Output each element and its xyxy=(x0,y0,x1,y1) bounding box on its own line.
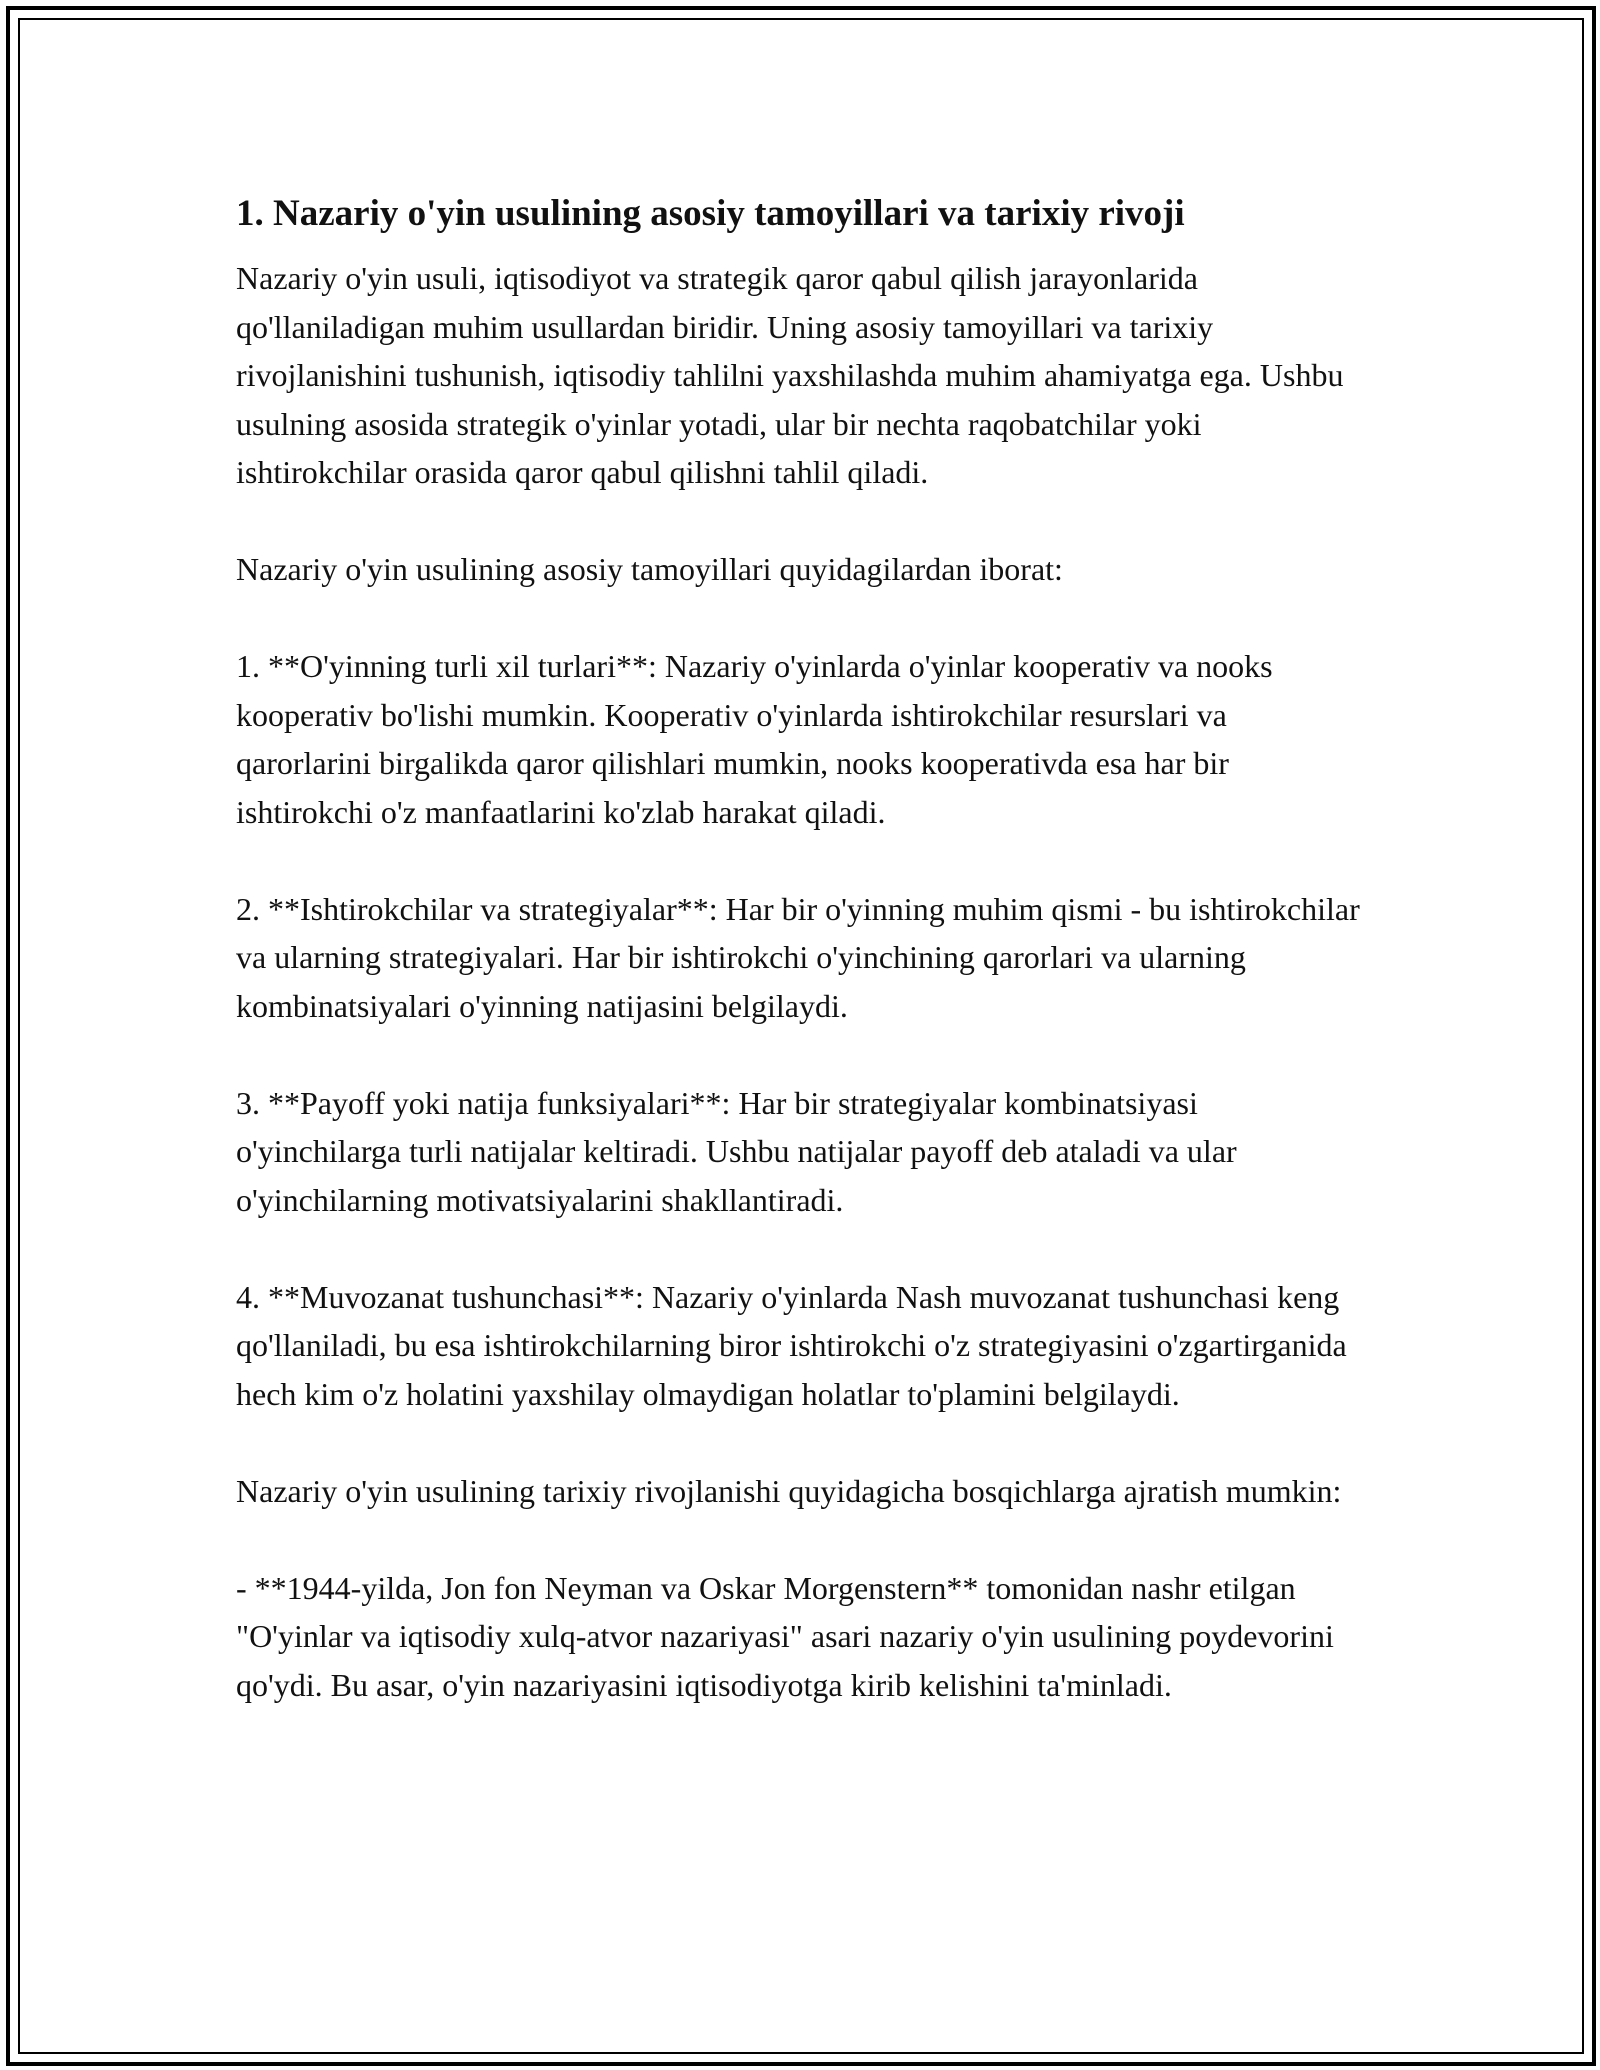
paragraph-principles-lead: Nazariy o'yin usulining asosiy tamoyillari quyidagilardan iborat: xyxy=(236,551,1063,587)
list-item-payoff: 3. **Payoff yoki natija funksiyalari**: Har bir strategiyalar kombinatsiyasi o'yinchilarga turli natijalar keltiradi. Ushbu natijalar payoff deb ataladi va ular o'yinchilarning motivatsiyalarini shakllantiradi. xyxy=(236,1084,1237,1218)
section-heading: 1. Nazariy o'yin usulining asosiy tamoyillari va tarixiy rivoji xyxy=(236,193,1185,234)
list-item-history-1944: - **1944-yilda, Jon fon Neyman va Oskar Morgenstern** tomonidan nashr etilgan "O'yinlar va iqtisodiy xulq-atvor nazariyasi" asari nazariy o'yin usulining poydevorini qo'ydi. Bu asar, o'yin nazariyasini iqtisodiyotga kirib kelishini ta'minladi. xyxy=(236,1569,1334,1703)
paragraph-history-lead: Nazariy o'yin usulining tarixiy rivojlanishi quyidagicha bosqichlarga ajratish mumkin: xyxy=(236,1472,1342,1509)
paragraph-intro: Nazariy o'yin usuli, iqtisodiyot va strategik qaror qabul qilish jarayonlarida qo'llaniladigan muhim usullardan biridir. Uning asosiy tamoyillari va tarixiy rivojlanishini tushunish, iqtisodiy tahlilni yaxshilashda muhim ahamiyatga ega. Ushbu usulning asosida strategik o'yinlar yotadi, ular bir nechta raqobatchilar yoki ishtirokchilar orasida qaror qabul qilishni tahlil qiladi. xyxy=(236,260,1344,490)
list-item-players-strategies: 2. **Ishtirokchilar va strategiyalar**: Har bir o'yinning muhim qismi - bu ishtirokchilar va ularning strategiyalari. Har bir ishtirokchi o'yinchining qarorlari va ularning kombinatsiyalari o'yinning natijasini belgilaydi. xyxy=(236,890,1360,1024)
list-item-equilibrium: 4. **Muvozanat tushunchasi**: Nazariy o'yinlarda Nash muvozanat tushunchasi keng qo'llaniladi, bu esa ishtirokchilarning biror ishtirokchi o'z strategiyasini o'zgartirganida hech kim o'z holatini yaxshilay olmaydigan holatlar to'plamini belgilaydi. xyxy=(236,1278,1347,1412)
document-body xyxy=(236,186,1366,1758)
list-item-game-types: 1. **O'yinning turli xil turlari**: Nazariy o'yinlarda o'yinlar kooperativ va nooks kooperativ bo'lishi mumkin. Kooperativ o'yinlarda ishtirokchilar resurslari va qarorlarini birgalikda qaror qilishlari mumkin, nooks kooperativda esa har bir ishtirokchi o'z manfaatlarini ko'zlab harakat qiladi. xyxy=(236,648,1273,830)
